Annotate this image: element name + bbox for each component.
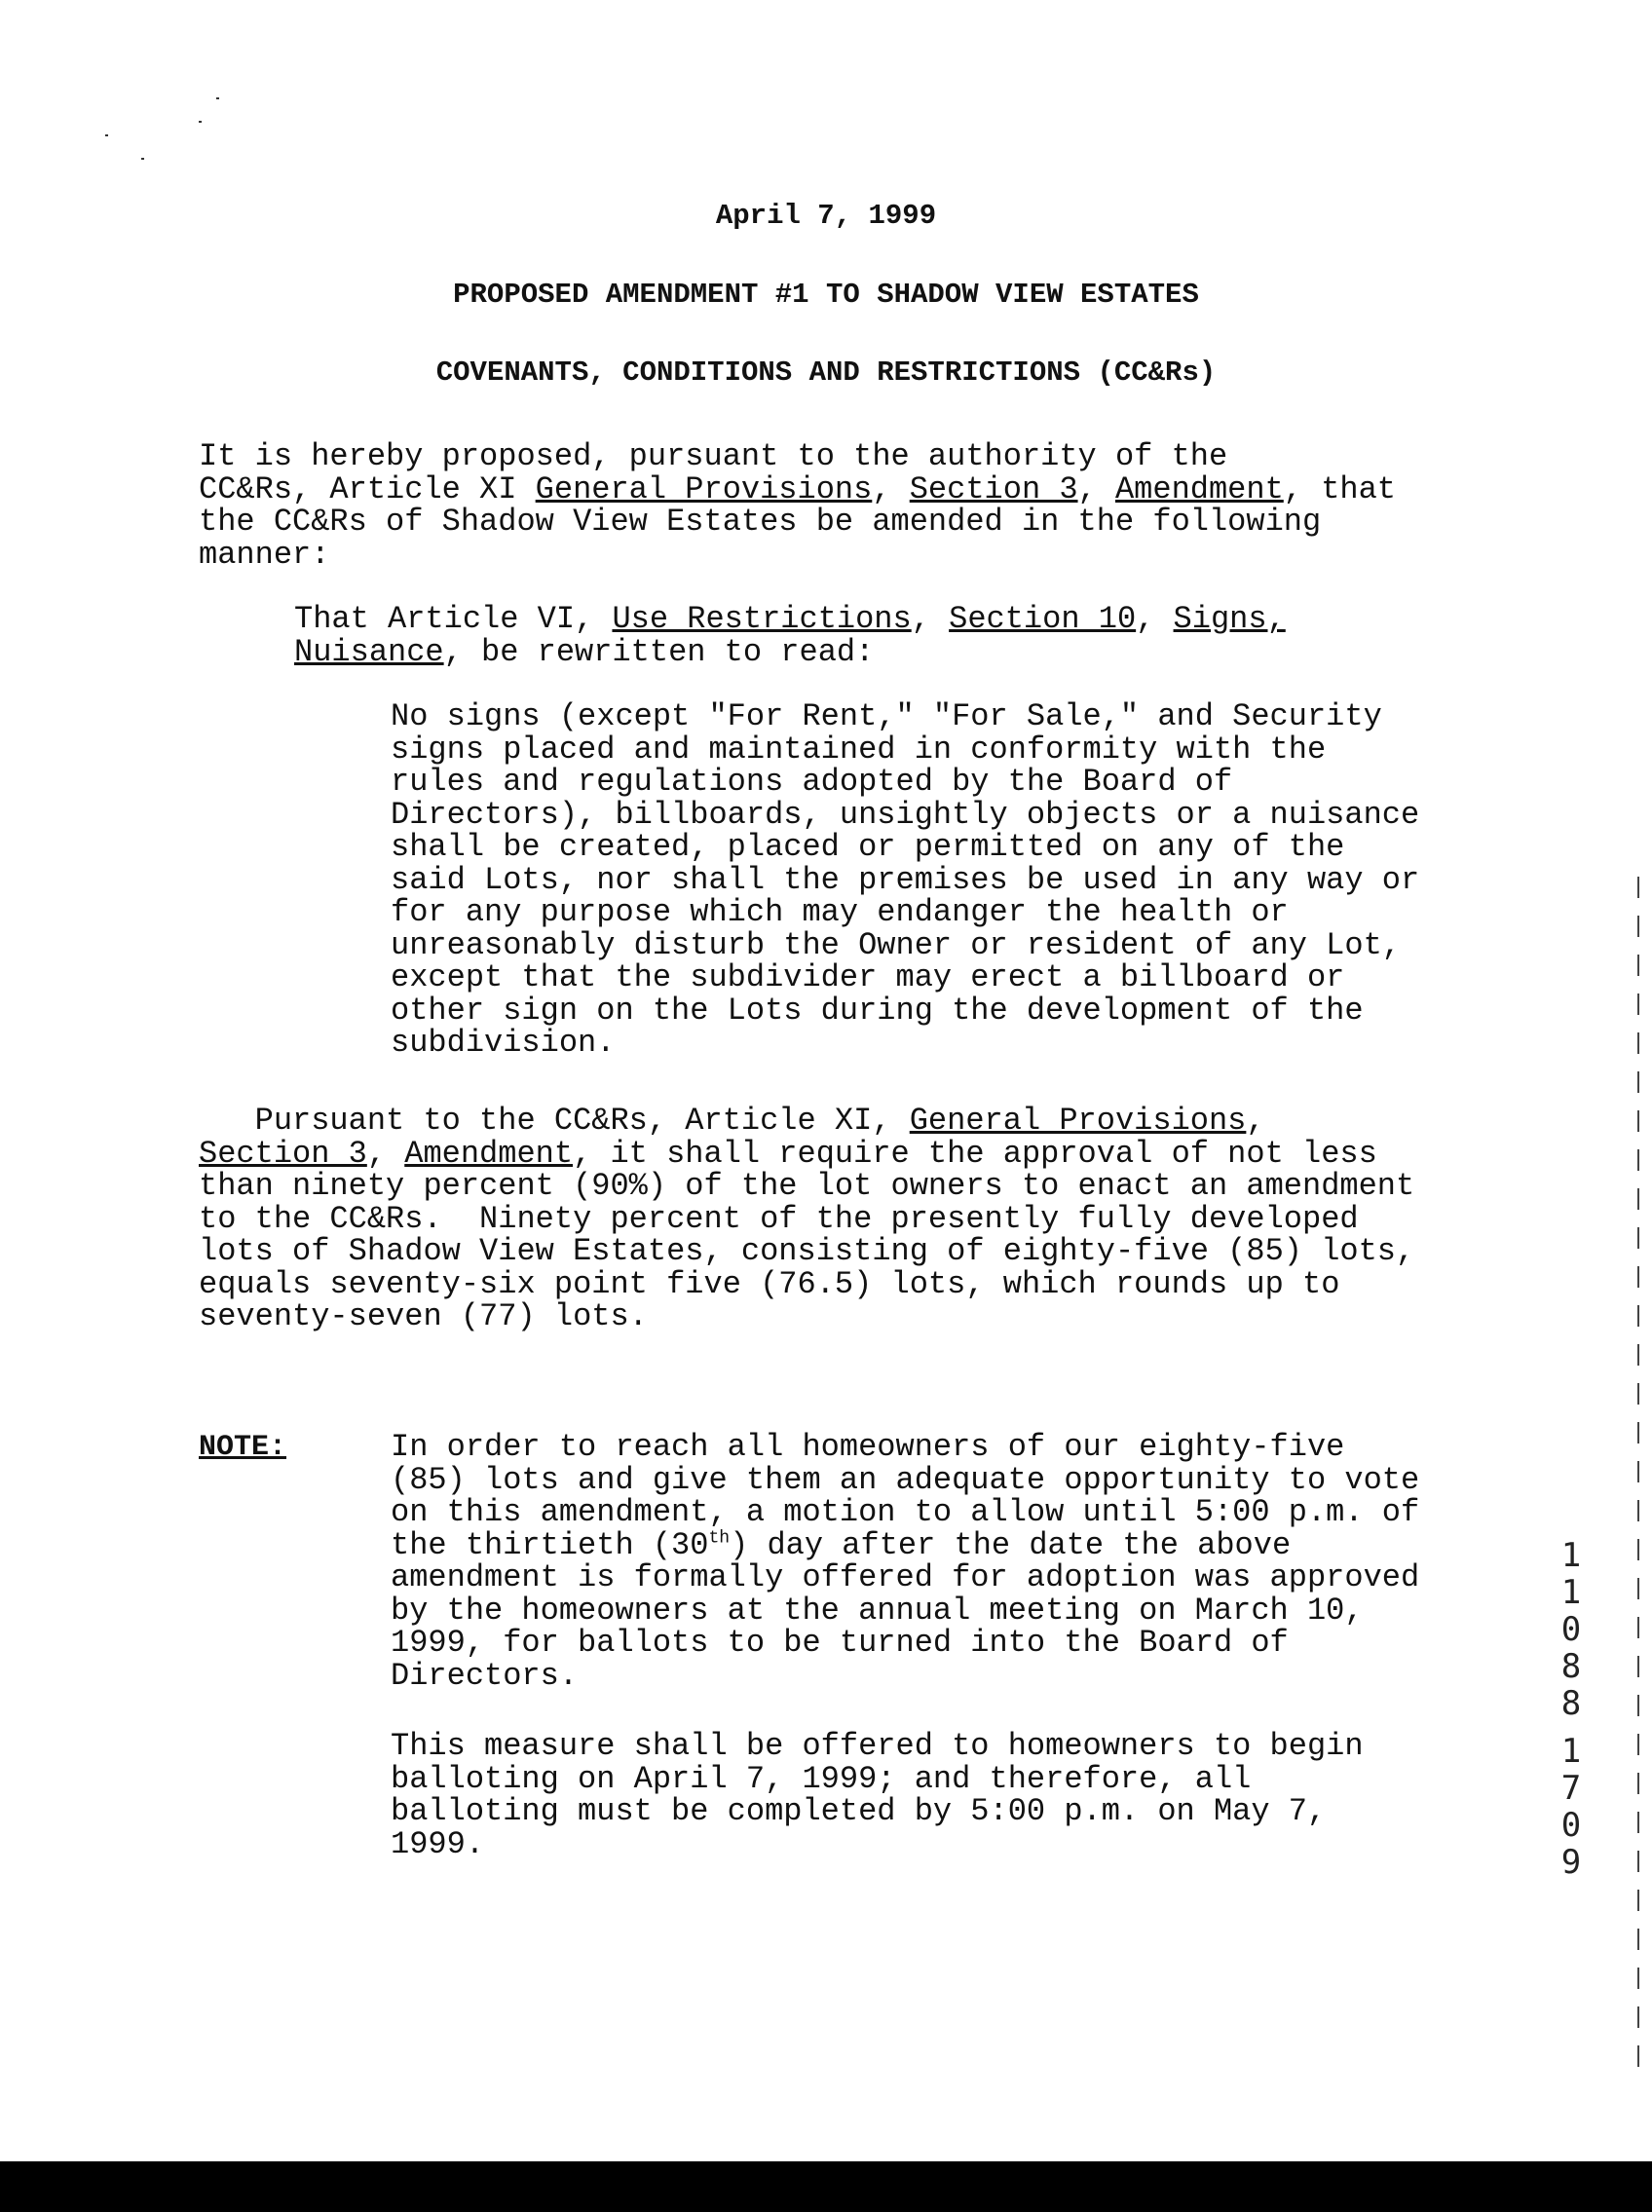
- page-stamp-number-bottom: 1 7 0 9: [1560, 1732, 1582, 1882]
- pursuant-paragraph: Pursuant to the CC&Rs, Article XI, General Provisions, Section 3, Amendment, it shall require the approval of not less than ninety percent (90%) of the lot owners to enact an amendment to the CC&Rs. Ninety percent of the presently fully developed lots of Shadow View Estates, consisting of eighty-five (85) lots, equals seventy-six point five (76.5) lots, which rounds up to seventy-seven (77) lots.: [199, 1103, 1415, 1334]
- document-title: PROPOSED AMENDMENT #1 TO SHADOW VIEW ESTATES: [453, 279, 1199, 311]
- scan-speck: [141, 158, 144, 160]
- page-stamp-number-top: 1 1 0 8 8: [1560, 1536, 1582, 1723]
- scan-speck: [199, 121, 202, 123]
- note-paragraph-2: This measure shall be offered to homeowners to begin balloting on April 7, 1999; and therefore, all balloting must be completed by 5:00 p.m. on May 7, 1999.: [391, 1728, 1364, 1862]
- intro-paragraph: It is hereby proposed, pursuant to the authority of the CC&Rs, Article XI General Provisions, Section 3, Amendment, that the CC&Rs of Shadow View Estates be amended in the following manner:: [199, 438, 1396, 573]
- scan-speck: [105, 134, 108, 136]
- scan-bottom-border: [0, 2161, 1652, 2212]
- note-label: NOTE:: [199, 1431, 287, 1464]
- note-paragraph-1: In order to reach all homeowners of our eighty-five (85) lots and give them an adequate opportunity to vote on this amendment, a motion to allow until 5:00 p.m. of the thirtieth (30th) day after the date the above amendment is formally offered for adoption was approved by the homeowners at the annual meeting on March 10, 1999, for ballots to be turned into the Board of Directors.: [391, 1429, 1420, 1694]
- quoted-amendment-text: No signs (except "For Rent," "For Sale," and Security signs placed and maintained in conformity with the rules and regulations adopted by the Board of Directors), billboards, unsightly objects or a nuisance shall be created, placed or permitted on any of the said Lots, nor shall the premises be used in any way or for any purpose which may endanger the health or unreasonably disturb the Owner or resident of any Lot, except that the subdivider may erect a billboard or other sign on the Lots during the development of the subdivision.: [391, 698, 1420, 1061]
- article-paragraph: That Article VI, Use Restrictions, Section 10, Signs, Nuisance, be rewritten to read:: [294, 601, 1286, 670]
- scan-edge-line: [1637, 877, 1639, 2084]
- document-date: April 7, 1999: [715, 200, 937, 232]
- scan-speck: [216, 97, 219, 99]
- document-subtitle: COVENANTS, CONDITIONS AND RESTRICTIONS (CC&Rs): [435, 356, 1217, 389]
